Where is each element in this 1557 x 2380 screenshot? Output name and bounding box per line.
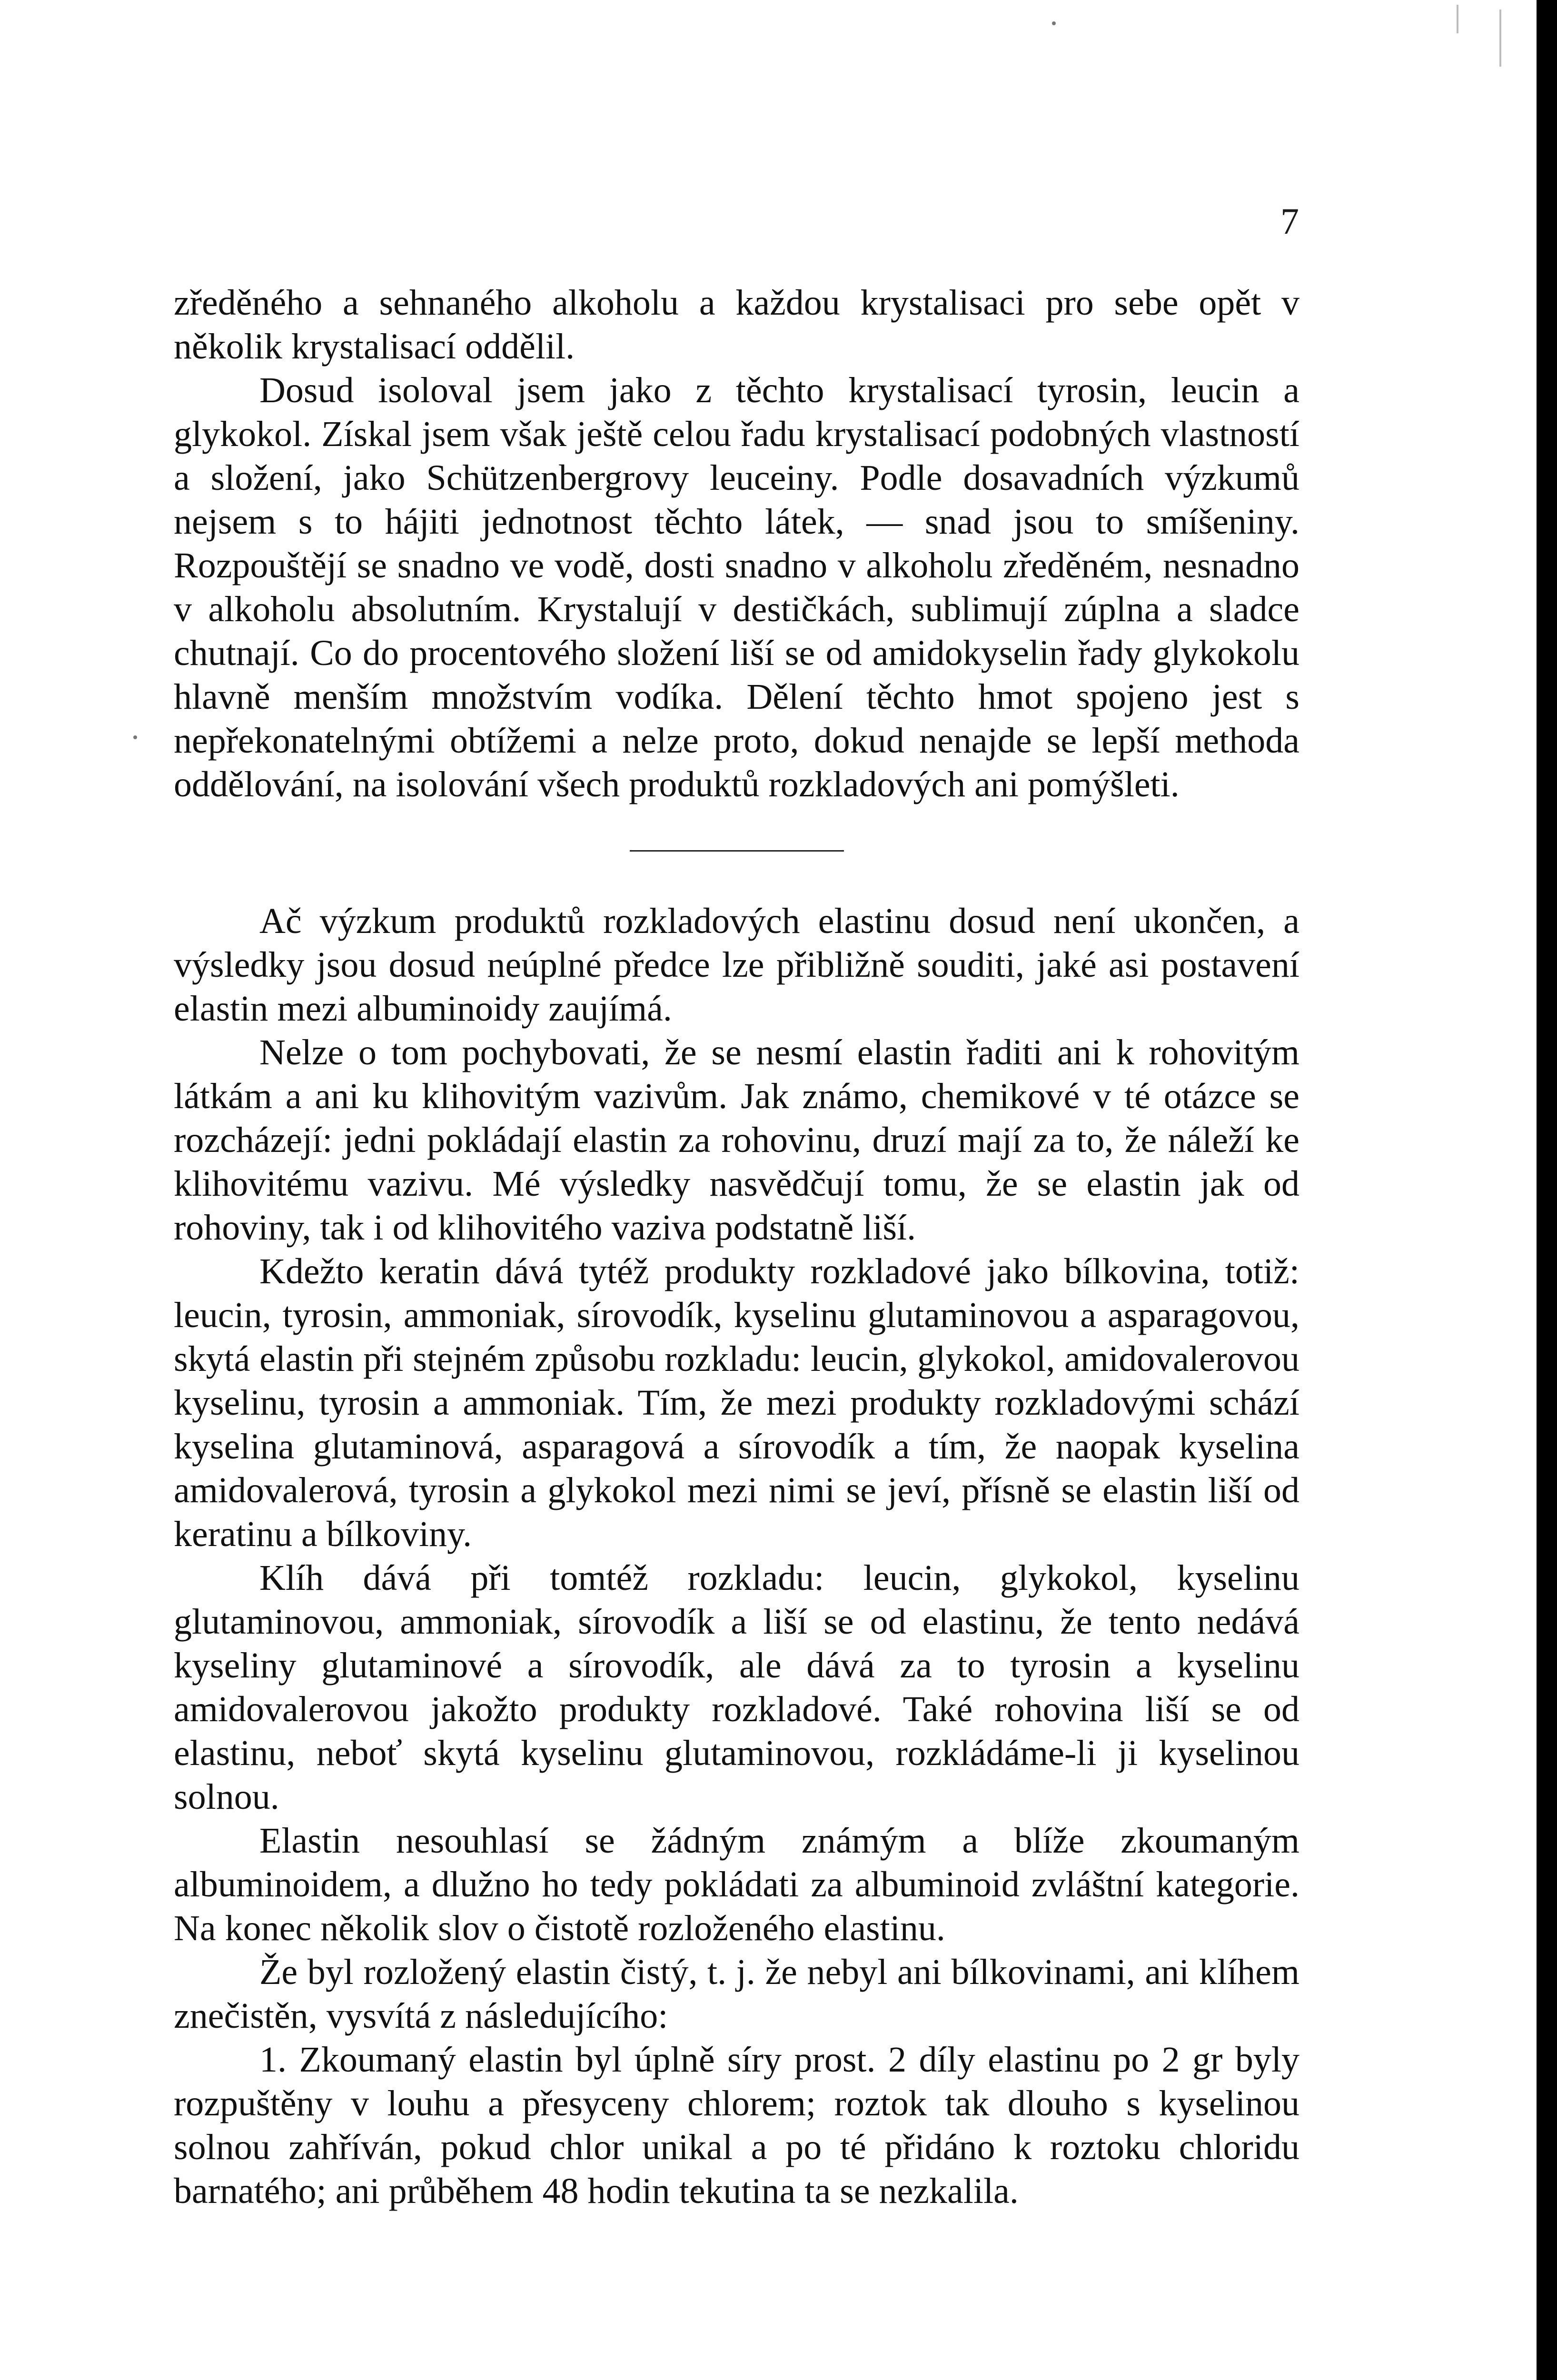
scan-border [1537, 0, 1557, 2380]
page-number: 7 [1280, 200, 1299, 242]
body-text [174, 281, 1299, 2213]
scan-edge-marks [1418, 0, 1537, 81]
paragraph: 1. Zkoumaný elastin byl úplně síry prost. 2 díly elastinu po 2 gr byly rozpuštěny v louhu a přesyceny chlorem; roztok tak dlouho s kyselinou solnou zahříván, pokud chlor unikal a po té přidáno k roztoku chloridu barnatého; ani průběhem 48 hodin tekutina ta se nezkalila. [174, 2040, 1299, 2211]
scan-mark [1499, 10, 1501, 67]
paragraph: Dosud isoloval jsem jako z těchto krystalisací tyrosin, leucin a glykokol. Získal jsem však ještě celou řadu krystalisací podobných vlastností a složení, jako Schützenbergrovy leuceiny. Podle dosavadních výzkumů nejsem s to hájiti jednotnost těchto látek, — snad jsou to smíšeniny. Rozpouštějí se snadno ve vodě, dosti snadno v alkoholu zředěném, nesnadno v alkoholu absolutním. Krystalují v destičkách, sublimují zúplna a sladce chutnají. Co do procentového složení liší se od amidokyselin řady glykokolu hlavně menším množstvím vodíka. Dělení těchto hmot spojeno jest s nepřekonatelnými obtížemi a nelze proto, dokud nenajde se lepší methoda oddělování, na isolování všech produktů rozkladových ani pomýšleti. [174, 370, 1299, 804]
paragraph: Elastin nesouhlasí se žádným známým a blíže zkoumaným albuminoidem, a dlužno ho tedy pokládati za albuminoid zvláštní kategorie. Na konec několik slov o čistotě rozloženého elastinu. [174, 1821, 1299, 1948]
paragraph: Kdežto keratin dává tytéž produkty rozkladové jako bílkovina, totiž: leucin, tyrosin, ammoniak, sírovodík, kyselinu glutaminovou a asparagovou, skytá elastin při stejném způsobu rozkladu: leucin, glykokol, amidovalerovou kyselinu, tyrosin a ammoniak. Tím, že mezi produkty rozkladovými schází kyselina glutaminová, asparagová a sírovodík a tím, že naopak kyselina amidovalerová, tyrosin a glykokol mezi nimi se jeví, přísně se elastin liší od keratinu a bílkoviny. [174, 1251, 1299, 1554]
scan-mark [1457, 5, 1458, 33]
paragraph: Že byl rozložený elastin čistý, t. j. že nebyl ani bílkovinami, ani klíhem znečistěn, vysvítá z následujícího: [174, 1952, 1299, 2036]
paragraph: zředěného a sehnaného alkoholu a každou krystalisaci pro sebe opět v několik krystalisací oddělil. [174, 283, 1299, 367]
paragraph: Klíh dává při tomtéž rozkladu: leucin, glykokol, kyselinu glutaminovou, ammoniak, sírovodík a liší se od elastinu, že tento nedává kyseliny glutaminové a sírovodík, ale dává za to tyrosin a kyselinu amidovalerovou jakožto produkty rozkladové. Také rohovina liší se od elastinu, neboť skytá kyselinu glutaminovou, rozkládáme-li ji kyselinou solnou. [174, 1558, 1299, 1817]
print-speck [133, 735, 137, 739]
paragraph: Ač výzkum produktů rozkladových elastinu dosud není ukončen, a výsledky jsou dosud neúplné předce lze přibližně souditi, jaké asi postavení elastin mezi albuminoidy zaujímá. [174, 901, 1299, 1029]
print-speck [1052, 21, 1056, 25]
paragraph: Nelze o tom pochybovati, že se nesmí elastin řaditi ani k rohovitým látkám a ani ku klihovitým vazivům. Jak známo, chemikové v té otázce se rozcházejí: jedni pokládají elastin za rohovinu, druzí mají za to, že náleží ke klihovitému vazivu. Mé výsledky nasvědčují tomu, že se elastin jak od rohoviny, tak i od klihovitého vaziva podstatně liší. [174, 1032, 1299, 1248]
section-divider [630, 850, 844, 852]
